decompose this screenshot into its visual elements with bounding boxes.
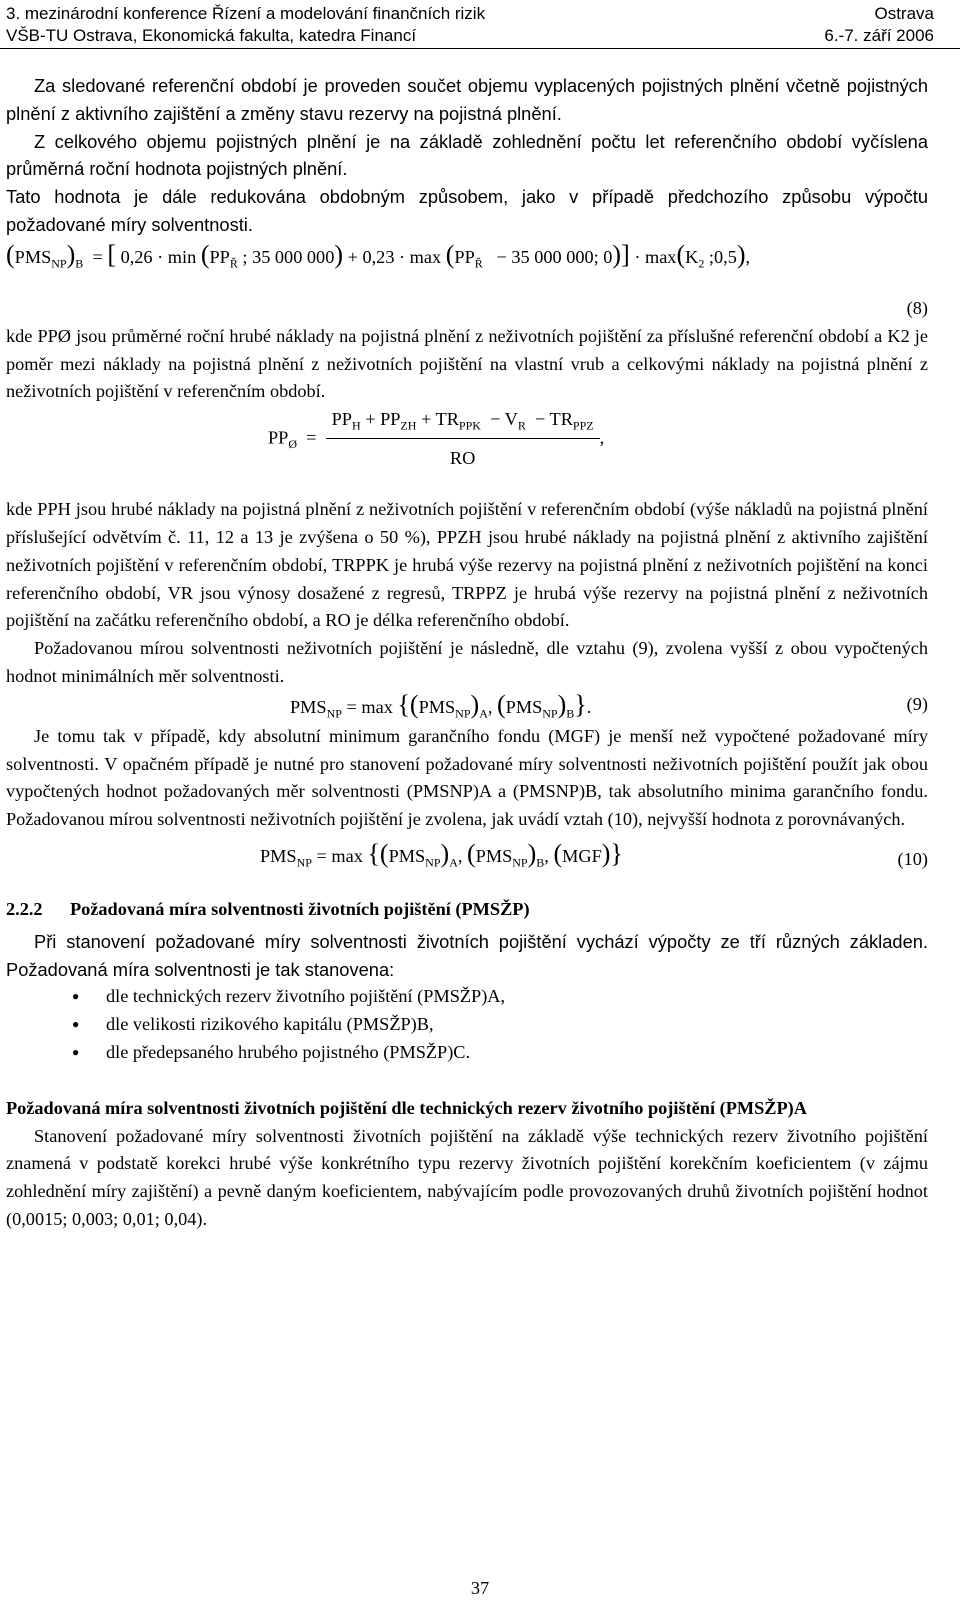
formula-8-number-row bbox=[6, 281, 928, 323]
list-item: ● dle technických rezerv životního pojištění (PMSŽP)A, bbox=[106, 983, 928, 1011]
section-title: Požadovaná míra solventnosti životních pojištění (PMSŽP) bbox=[69, 898, 530, 919]
header-row-1 bbox=[6, 4, 934, 28]
paragraph-technical-reserves: Stanovení požadované míry solventnosti životních pojištění na základě výše technických rezerv životního pojištění znamená v podstatě korekci hrubé výše konkrétního typu rezervy životních pojištění korekčním koeficientem (v zájmu zohlednění míry zajištění) a pevně daným koeficientem, nabývajícím podle provozovaných druhů životních pojištění hodnot (0,0015; 0,003; 0,01; 0,04). bbox=[6, 1125, 928, 1229]
formula-8-line: $(PMS_{NP})_B$ = [ $0,26 \cdot \min (PP_Ř$ ; 35 000 $000) + 0,23 \cdot \max (PP_Ř - 35$ 000 000; $0)] \cdot \max(K_2$ ;0,5), bbox=[6, 239, 751, 271]
conference-city: Ostrava bbox=[874, 4, 934, 23]
formula-pp-average: $PP_Ø$ = $\frac{PP_H + PP_{ZH} + TR_{PPK} - V_R - TR_{PPZ}}{RO}$ , bbox=[6, 406, 928, 496]
page-body bbox=[6, 72, 928, 1234]
paragraph-pp-definition: kde PPØ jsou průměrné roční hrubé náklady na pojistná plnění z neživotních pojištění za příslušné referenční období a K2 je poměr mezi náklady na pojistná plnění z neživotních pojištění na vlastní vrub a celkovými náklady na pojistná plnění z neživotních pojištění v referenčním období. bbox=[6, 325, 928, 402]
paragraph-average: Z celkového objemu pojistných plnění je na základě zohlednění počtu let referenčního období vyčíslena průměrná roční hodnota pojistných plnění. bbox=[6, 130, 928, 180]
paragraph-mgf: Je tomu tak v případě, kdy absolutní minimum garančního fondu (MGF) je menší než vypočtené požadované míry solventnosti. V opačném případě je nutné pro stanovení požadované míry solventnosti neživotních pojištění použít jak obou vypočtených hodnot požadovaných měr solventnosti (PMSNP)A a (PMSNP)B, tak absolutního minima garančního fondu. Požadovanou mírou solventnosti neživotních pojištění je zvolena, jak uvádí vztah (10), nejvyšší hodnota z porovnávaných. bbox=[6, 725, 928, 830]
list-item: ● dle předepsaného hrubého pojistného (PMSŽP)C. bbox=[106, 1039, 928, 1067]
paragraph-life-intro: Při stanovení požadované míry solventnosti životních pojištění vychází výpočty ze tří různých základen. Požadovaná míra solventnosti je tak stanovena: bbox=[6, 930, 928, 980]
conference-date: 6.-7. září 2006 bbox=[824, 26, 934, 45]
section-number: 2.2.2 bbox=[6, 898, 43, 919]
list-item: ● dle velikosti rizikového kapitálu (PMSŽP)B, bbox=[106, 1011, 928, 1039]
subheading: Požadovaná míra solventnosti životních pojištění dle technických rezerv životního pojištění (PMSŽP)A bbox=[6, 1097, 807, 1118]
header-rule bbox=[0, 48, 960, 49]
page-header bbox=[0, 0, 960, 52]
equation-number-8: (8) bbox=[906, 297, 928, 318]
paragraph-components-definition: kde PPH jsou hrubé náklady na pojistná plnění z neživotních pojištění v referenčním období (výše nákladů na pojistná plnění příslušející odvětvím č. 11, 12 a 13 je zvýšena o 50 %), PPZH jsou hrubé náklady na pojistná plnění z aktivního zajištění neživotních pojištění v referenčním období, TRPPK je hrubá výše rezervy na pojistná plnění z neživotních pojištění na konci referenčního období, VR jsou výnosy dosažené z regresů, TRPPZ je hrubá výše rezervy na pojistná plnění z neživotních pojištění na začátku referenčního období, a RO je délka referenčního období. bbox=[6, 499, 928, 631]
conference-title: 3. mezinárodní konference Řízení a modelování finančních rizik bbox=[6, 4, 486, 23]
paragraph-selection: Požadovanou mírou solventnosti neživotních pojištění je následně, dle vztahu (9), zvolena vyšší z obou vypočtených hodnot minimálních měr solventnosti. bbox=[6, 638, 928, 686]
equation-number-9: (9) bbox=[906, 693, 928, 714]
page-number: 37 bbox=[470, 1578, 490, 1598]
header-row-2 bbox=[6, 26, 934, 50]
formula-9-line: $PMS_{NP} = \max \{(PMS_{NP})_A$, $(PMS_{NP})_B$}. (9) bbox=[290, 689, 928, 721]
equation-number-10: (10) bbox=[897, 848, 928, 869]
bullet-list bbox=[6, 983, 928, 1066]
fraction: $\frac{PP_H + PP_{ZH} + TR_{PPK} - V_R - TR_{PPZ}}{RO}$ bbox=[326, 406, 600, 473]
institution: VŠB-TU Ostrava, Ekonomická fakulta, katedra Financí bbox=[6, 26, 417, 45]
formula-10-line: $PMS_{NP} = \max \{(PMS_{NP})_A$, $(PMS_{NP})_B$, (MGF)} (10) bbox=[6, 834, 928, 886]
section-heading bbox=[6, 896, 928, 924]
paragraph-aggregation: Za sledované referenční období je proveden součet objemu vyplacených pojistných plnění včetně pojistných plnění z aktivního zajištění a změny stavu rezervy na pojistná plnění. bbox=[6, 75, 928, 124]
paragraph-reduction: Tato hodnota je dále redukována obdobným způsobem, jako v případě předchozího způsobu výpočtu požadované míry solventnosti. bbox=[6, 186, 928, 235]
